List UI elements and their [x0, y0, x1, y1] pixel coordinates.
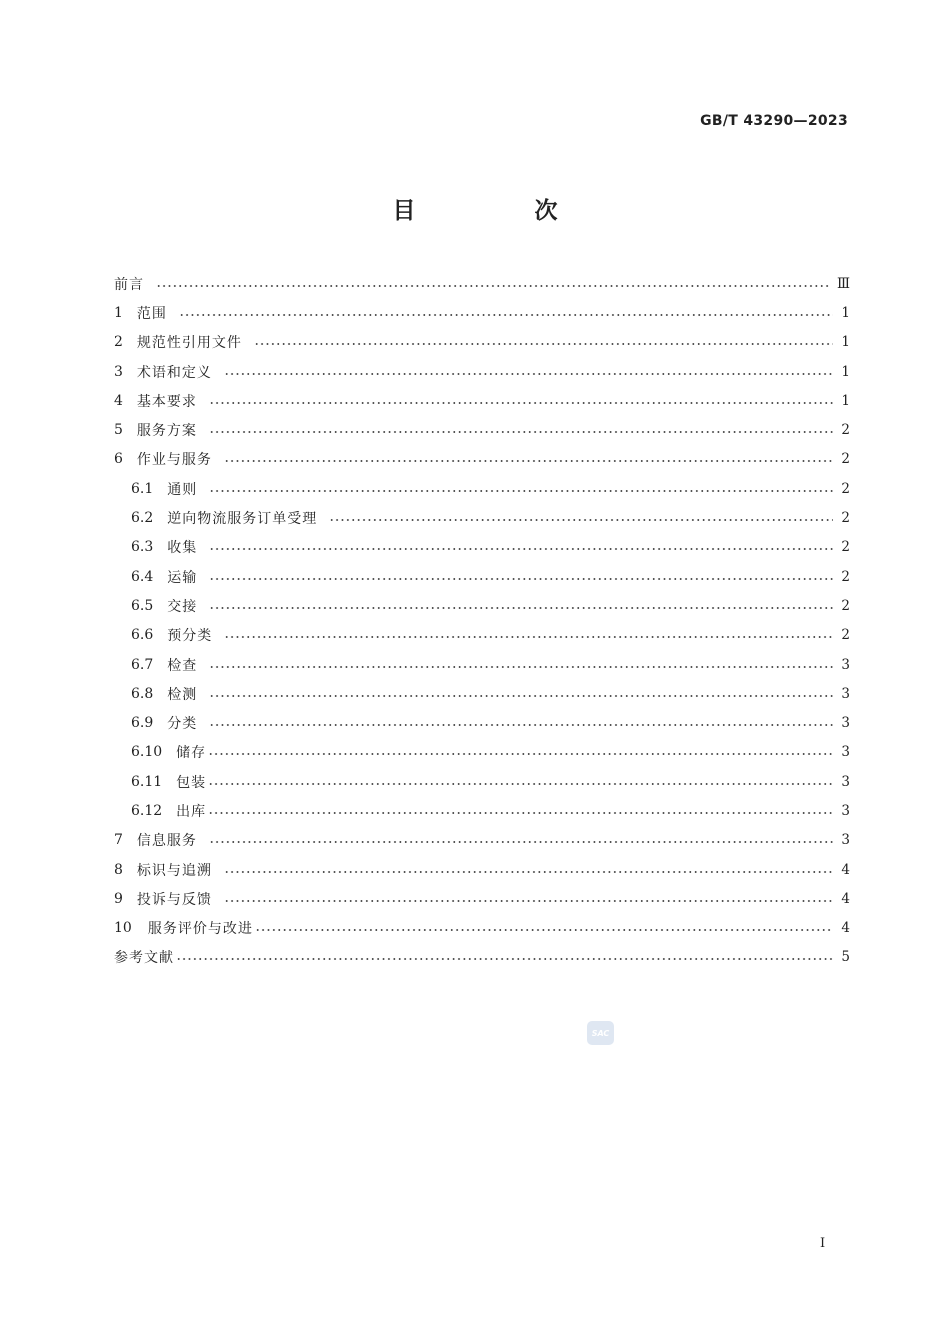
toc-entry-number: 6.9 [131, 715, 154, 732]
toc-entry[interactable] [114, 562, 850, 591]
dot-leader [224, 900, 833, 902]
toc-entry-label: 包装 [176, 774, 207, 791]
toc-entry-page: 1 [841, 392, 850, 409]
toc-entry-label: 范围 [136, 305, 167, 322]
toc-entry-label: 参考文献 [114, 950, 174, 967]
toc-entry-label: 信息服务 [136, 833, 197, 850]
toc-entry-label: 交接 [167, 598, 198, 615]
dot-leader [209, 724, 833, 726]
toc-entry-label: 标识与追溯 [136, 862, 212, 879]
toc-entry-page: 4 [841, 890, 850, 907]
toc-entry-page: 4 [841, 920, 850, 937]
toc-entry[interactable] [114, 884, 850, 913]
toc-entry-number: 6.10 [131, 744, 163, 761]
dot-leader [209, 666, 833, 668]
toc-entry[interactable] [114, 826, 850, 855]
dot-leader [179, 314, 833, 316]
dot-leader [208, 753, 833, 755]
toc-entry[interactable] [114, 767, 850, 796]
toc-entry-page: 4 [841, 861, 850, 878]
toc-entry-number: 6.3 [131, 539, 154, 556]
toc-entry-number: 6.6 [131, 627, 154, 644]
dot-leader [209, 841, 833, 843]
toc-entry-label: 预分类 [167, 628, 213, 645]
dot-leader [209, 548, 833, 550]
dot-leader [209, 431, 833, 433]
toc-entry[interactable] [114, 621, 850, 650]
toc-entry-label: 服务评价与改进 [147, 921, 253, 938]
toc-entry[interactable] [114, 591, 850, 620]
toc-entry[interactable] [114, 386, 850, 415]
dot-leader [209, 695, 833, 697]
toc-entry-label: 检测 [167, 686, 198, 703]
toc-entry-label: 通则 [167, 481, 198, 498]
dot-leader [209, 402, 833, 404]
toc-entry-label: 服务方案 [136, 423, 197, 440]
toc-entry[interactable] [114, 679, 850, 708]
dot-leader [209, 490, 833, 492]
toc-entry[interactable] [114, 474, 850, 503]
toc-entry-page: 3 [841, 656, 850, 673]
toc-entry-label: 基本要求 [136, 393, 197, 410]
toc-entry-number: 6.5 [131, 597, 154, 614]
toc-entry-page: Ⅲ [836, 275, 850, 292]
toc-entry[interactable] [114, 298, 850, 327]
toc-entry-number: 1 [114, 304, 123, 321]
dot-leader [224, 871, 833, 873]
toc-entry[interactable] [114, 738, 850, 767]
toc-entry-page: 1 [841, 334, 850, 351]
toc-entry-page: 2 [841, 568, 850, 585]
toc-entry-number: 6.12 [131, 802, 163, 819]
toc-entry-page: 2 [841, 422, 850, 439]
toc-entry-label: 作业与服务 [136, 452, 212, 469]
toc-entry-label: 收集 [167, 540, 198, 557]
toc-entry-number: 6.11 [131, 773, 163, 790]
dot-leader [255, 929, 834, 931]
toc-entry-number: 6.8 [131, 685, 154, 702]
toc-entry-number: 6.1 [131, 480, 154, 497]
table-of-contents [114, 269, 850, 972]
dot-leader [224, 373, 833, 375]
toc-entry-page: 1 [841, 304, 850, 321]
toc-entry-label: 出库 [176, 803, 207, 820]
toc-entry-label: 分类 [167, 716, 198, 733]
toc-entry-label: 投诉与反馈 [136, 891, 212, 908]
dot-leader [176, 958, 833, 960]
toc-entry-page: 1 [841, 363, 850, 380]
toc-entry[interactable] [114, 796, 850, 825]
toc-entry-number: 7 [114, 832, 123, 849]
toc-entry-label: 规范性引用文件 [136, 335, 242, 352]
toc-entry-page: 2 [841, 451, 850, 468]
page-number: I [820, 1236, 826, 1251]
toc-entry-label: 前言 [114, 276, 144, 293]
page-title: 目 次 [392, 198, 606, 224]
dot-leader [224, 460, 833, 462]
toc-entry[interactable] [114, 708, 850, 737]
toc-entry-page: 2 [841, 480, 850, 497]
toc-entry[interactable] [114, 445, 850, 474]
dot-leader [208, 812, 833, 814]
toc-entry-number: 6 [114, 451, 123, 468]
toc-entry-number: 10 [114, 920, 132, 937]
dot-leader [208, 783, 833, 785]
toc-entry[interactable] [114, 533, 850, 562]
dot-leader [329, 519, 833, 521]
toc-entry-number: 2 [114, 334, 123, 351]
toc-entry-page: 3 [841, 744, 850, 761]
dot-leader [224, 636, 833, 638]
dot-leader [254, 343, 833, 345]
toc-entry-page: 3 [841, 802, 850, 819]
toc-entry[interactable] [114, 269, 850, 298]
toc-entry-page: 2 [841, 510, 850, 527]
toc-entry-number: 8 [114, 861, 123, 878]
toc-entry-label: 储存 [176, 745, 207, 762]
toc-entry-page: 2 [841, 597, 850, 614]
toc-entry[interactable] [114, 855, 850, 884]
toc-entry-number: 9 [114, 890, 123, 907]
standard-code: GB/T 43290—2023 [700, 113, 848, 129]
toc-entry-page: 3 [841, 773, 850, 790]
toc-entry-number: 6.7 [131, 656, 154, 673]
toc-entry-page: 3 [841, 715, 850, 732]
toc-entry-page: 2 [841, 539, 850, 556]
toc-entry-number: 5 [114, 422, 123, 439]
toc-entry-page: 5 [841, 949, 850, 966]
toc-entry-label: 运输 [167, 569, 198, 586]
toc-entry[interactable] [114, 415, 850, 444]
toc-entry-page: 3 [841, 685, 850, 702]
toc-entry-number: 6.4 [131, 568, 154, 585]
toc-entry[interactable] [114, 357, 850, 386]
toc-entry-page: 3 [841, 832, 850, 849]
toc-entry[interactable] [114, 328, 850, 357]
toc-entry-number: 3 [114, 363, 123, 380]
toc-entry[interactable] [114, 914, 850, 943]
toc-entry-label: 检查 [167, 657, 198, 674]
dot-leader [209, 578, 833, 580]
toc-entry-number: 4 [114, 392, 123, 409]
toc-entry[interactable] [114, 503, 850, 532]
dot-leader [156, 285, 829, 287]
toc-entry[interactable] [114, 650, 850, 679]
toc-entry-page: 2 [841, 627, 850, 644]
toc-entry-number: 6.2 [131, 510, 154, 527]
dot-leader [209, 607, 833, 609]
toc-entry[interactable] [114, 943, 850, 972]
toc-entry-label: 逆向物流服务订单受理 [167, 511, 318, 528]
toc-entry-label: 术语和定义 [136, 364, 212, 381]
sac-logo-icon: SAC [587, 1021, 614, 1045]
